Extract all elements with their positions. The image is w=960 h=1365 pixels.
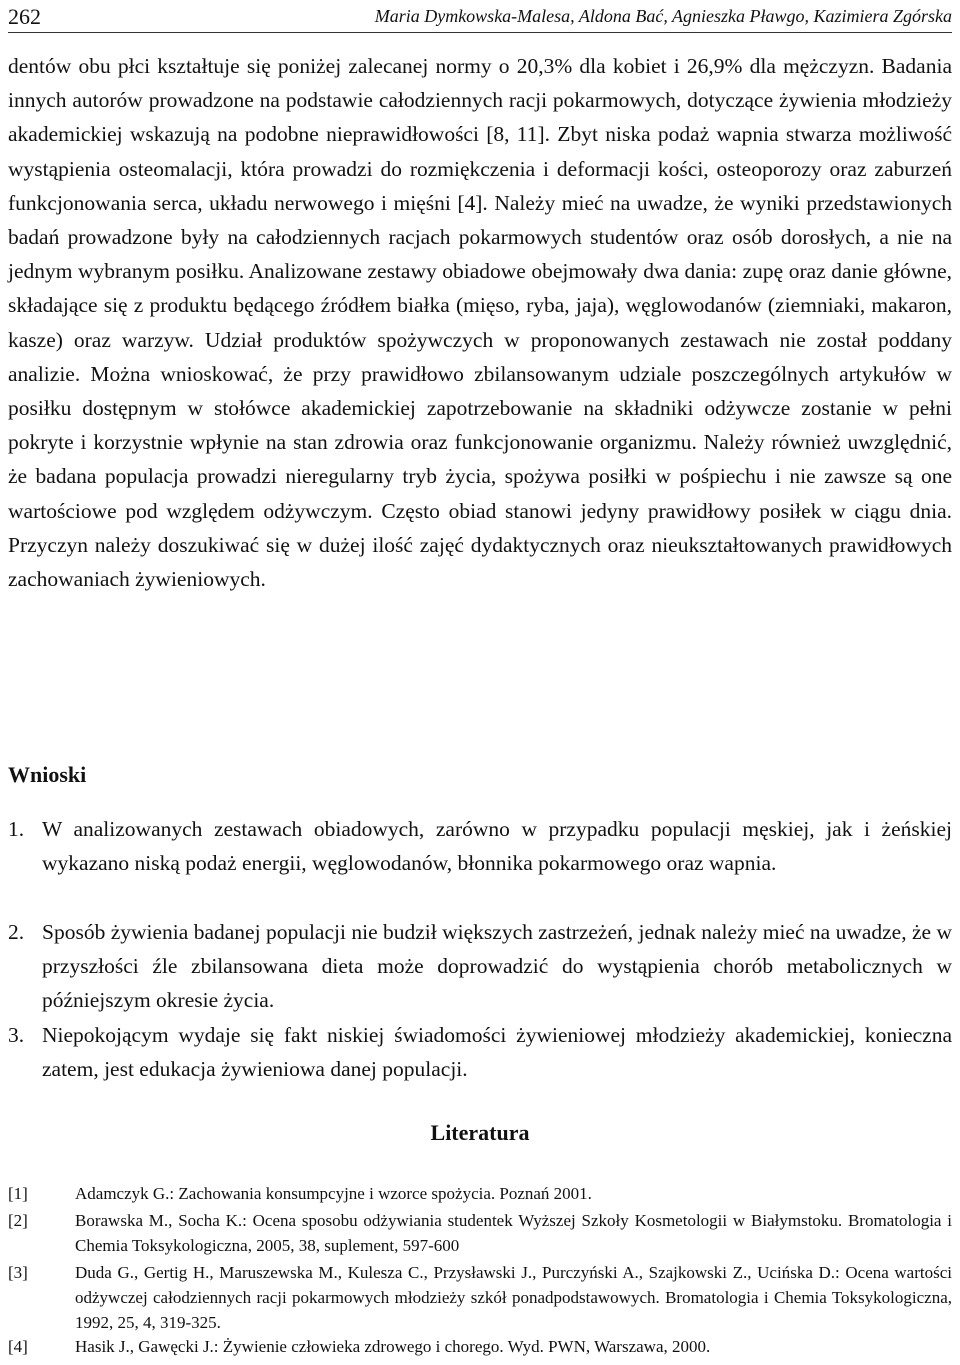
reference-item [8,1181,952,1206]
reference-item [8,1260,952,1335]
reference-number: [2] [8,1211,28,1230]
reference-number: [3] [8,1263,28,1282]
header-authors: Maria Dymkowska-Malesa, Aldona Bać, Agnieszka Pławgo, Kazimiera Zgórska [374,6,952,26]
conclusion-number: 2. [8,920,25,944]
conclusion-text: Sposób żywienia badanej populacji nie budził większych zastrzeżeń, jednak należy mieć na uwadze, że w przyszłości źle zbilansowana dieta może doprowadzić do wystąpienia chorób metabolicznych w późniejszym okresie życia. [42,920,952,1013]
conclusion-item [8,1018,952,1086]
running-header [8,4,952,33]
reference-number: [1] [8,1184,28,1203]
reference-number: [4] [8,1337,28,1356]
conclusion-text: W analizowanych zestawach obiadowych, zarówno w przypadku populacji męskiej, jak i żeńskiej wykazano niską podaż energii, węglowodanów, błonnika pokarmowego oraz wapnia. [42,817,952,876]
reference-text: Adamczyk G.: Zachowania konsumpcyjne i wzorce spożycia. Poznań 2001. [75,1184,592,1203]
reference-text: Hasik J., Gawęcki J.: Żywienie człowieka zdrowego i chorego. Wyd. PWN, Warszawa, 2000. [75,1337,711,1356]
reference-item [8,1208,952,1258]
literature-heading: Literatura [430,1120,530,1145]
conclusion-text: Niepokojącym wydaje się fakt niskiej świadomości żywieniowej młodzieży akademickiej, konieczna zatem, jest edukacja żywieniowa danej populacji. [42,1023,952,1082]
reference-text: Borawska M., Socha K.: Ocena sposobu odżywiania studentek Wyższej Szkoły Kosmetologii w Białymstoku. Bromatologia i Chemia Toksykologiczna, 2005, 38, suplement, 597-600 [75,1211,952,1255]
body-paragraph: dentów obu płci kształtuje się poniżej zalecanej normy o 20,3% dla kobiet i 26,9% dla mężczyzn. Badania innych autorów prowadzone na podstawie całodziennych racji pokarmowych, dotyczące żywienia młodzieży akademickiej wskazują na podobne nieprawidłowości [8, 11]. Zbyt niska podaż wapnia stwarza możliwość wystąpienia osteomalacji, która prowadzi do rozmiękczenia i deformacji kości, osteoporozy oraz zaburzeń funkcjonowania serca, układu nerwowego i mięśni [4]. Należy mieć na uwadze, że wyniki przedstawionych badań prowadzone były na całodziennych racjach pokarmowych studentów oraz osób dorosłych, a nie na jednym wybranym posiłku. Analizowane zestawy obiadowe obejmowały dwa dania: zupę oraz danie główne, składające się z produktu będącego źródłem białka (mięso, ryba, jaja), węglowodanów (ziemniaki, makaron, kasze) oraz warzyw. Udział produktów spożywczych w proponowanych zestawach nie został poddany analizie. Można wnioskować, że przy prawidłowo zbilansowanym udziale poszczególnych artykułów w posiłku dostępnym w stołówce akademickiej zapotrzebowanie na składniki odżywcze zostanie w pełni pokryte i korzystnie wpłynie na stan zdrowia oraz funkcjonowanie organizmu. Należy również uwzględnić, że badana populacja prowadzi nieregularny tryb życia, spożywa posiłki w pośpiechu i nie zawsze są one wartościowe pod względem odżywczym. Często obiad stanowi jedyny prawidłowy posiłek w ciągu dnia. Przyczyn należy doszukiwać się w dużej ilość zajęć dydaktycznych oraz nieukształtowanych prawidłowych zachowaniach żywieniowych. [8,54,952,592]
conclusion-item [8,915,952,1018]
conclusion-item [8,812,952,880]
conclusions-heading: Wnioski [8,762,87,787]
conclusion-number: 3. [8,1023,25,1047]
reference-item [8,1334,952,1359]
conclusion-number: 1. [8,817,25,841]
reference-text: Duda G., Gertig H., Maruszewska M., Kulesza C., Przysławski J., Purczyński A., Szajkowski Z., Ucińska D.: Ocena wartości odżywczej całodziennych racji pokarmowych młodzieży szkół ponadpodstawowych. Bromatologia i Chemia Toksykologiczna, 1992, 25, 4, 319-325. [75,1263,952,1332]
page-number: 262 [8,4,41,29]
